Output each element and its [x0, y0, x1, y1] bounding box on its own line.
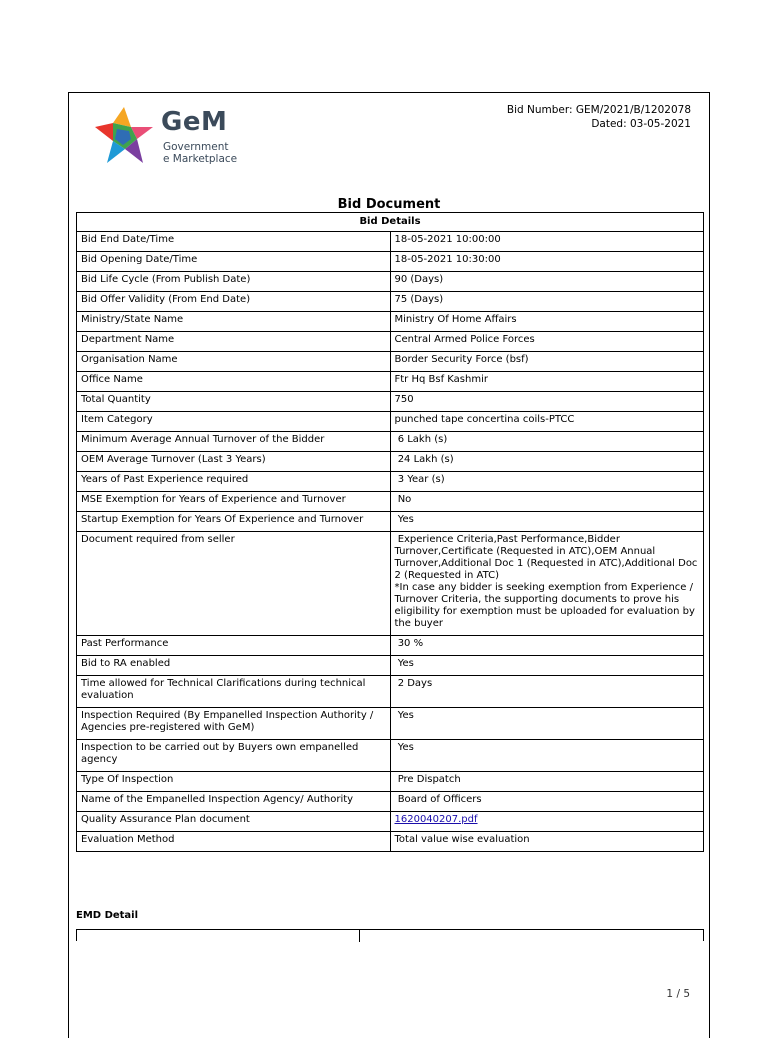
row-label: Inspection Required (By Empanelled Inspection Authority / Agencies pre-registered with GeM) [77, 708, 391, 740]
table-row [77, 772, 704, 792]
table-row [77, 708, 704, 740]
quality-plan-pdf-link[interactable]: 1620040207.pdf [394, 814, 478, 825]
row-label: Bid to RA enabled [77, 656, 391, 676]
bid-details-table [76, 212, 704, 852]
row-value: Yes [390, 708, 704, 740]
row-value: 90 (Days) [390, 272, 704, 292]
table-row [77, 332, 704, 352]
row-label: Organisation Name [77, 352, 391, 372]
logo-subtitle-marketplace: e Marketplace [163, 153, 238, 165]
row-value: 75 (Days) [390, 292, 704, 312]
document-page [68, 92, 710, 1038]
document-title: Bid Document [337, 197, 441, 212]
row-label: Document required from seller [77, 532, 391, 636]
row-value: Ministry Of Home Affairs [390, 312, 704, 332]
table-row [77, 372, 704, 392]
row-label: Name of the Empanelled Inspection Agency/ Authority [77, 792, 391, 812]
gem-star-icon [93, 105, 157, 167]
row-label: OEM Average Turnover (Last 3 Years) [77, 452, 391, 472]
emd-detail-table [76, 929, 704, 941]
row-value: 2 Days [390, 676, 704, 708]
logo-subtitle-government: Government [163, 141, 229, 153]
row-label: Minimum Average Annual Turnover of the Bidder [77, 432, 391, 452]
row-value: Pre Dispatch [390, 772, 704, 792]
table-row [77, 532, 704, 636]
bid-date: Dated: 03-05-2021 [591, 118, 691, 130]
table-row [77, 232, 704, 252]
row-value: 18-05-2021 10:00:00 [390, 232, 704, 252]
table-row [77, 512, 704, 532]
row-label: Bid Opening Date/Time [77, 252, 391, 272]
row-label: Department Name [77, 332, 391, 352]
gem-logo [93, 105, 273, 167]
table-row [77, 412, 704, 432]
bid-info [507, 103, 691, 131]
row-label: Bid Life Cycle (From Publish Date) [77, 272, 391, 292]
row-value: Board of Officers [390, 792, 704, 812]
row-value: No [390, 492, 704, 512]
row-value: Experience Criteria,Past Performance,Bidder Turnover,Certificate (Requested in ATC),OEM Annual Turnover,Additional Doc 1 (Requested in ATC),Additional Doc 2 (Requested in ATC) *In case any bidder is seeking exemption from Experience / Turnover Criteria, the supporting documents to prove his eligibility for exemption must be uploaded for evaluation by the buyer [390, 532, 704, 636]
row-value: Yes [390, 512, 704, 532]
row-value: 18-05-2021 10:30:00 [390, 252, 704, 272]
table-row [77, 312, 704, 332]
table-row [77, 352, 704, 372]
row-value: Border Security Force (bsf) [390, 352, 704, 372]
table-row [77, 472, 704, 492]
table-row [77, 292, 704, 312]
table-row [77, 792, 704, 812]
row-label: Startup Exemption for Years Of Experience and Turnover [77, 512, 391, 532]
emd-table-divider [359, 930, 360, 942]
row-value: 24 Lakh (s) [390, 452, 704, 472]
row-label: Total Quantity [77, 392, 391, 412]
row-value: Central Armed Police Forces [390, 332, 704, 352]
row-value: 6 Lakh (s) [390, 432, 704, 452]
table-row [77, 812, 704, 832]
row-label: Bid End Date/Time [77, 232, 391, 252]
row-value: Ftr Hq Bsf Kashmir [390, 372, 704, 392]
row-label: MSE Exemption for Years of Experience and Turnover [77, 492, 391, 512]
bid-details-caption: Bid Details [77, 213, 704, 232]
row-label: Ministry/State Name [77, 312, 391, 332]
row-value: 3 Year (s) [390, 472, 704, 492]
row-label: Item Category [77, 412, 391, 432]
table-row [77, 252, 704, 272]
row-label: Inspection to be carried out by Buyers own empanelled agency [77, 740, 391, 772]
page-number: 1 / 5 [666, 988, 690, 1000]
table-row [77, 676, 704, 708]
row-label: Type Of Inspection [77, 772, 391, 792]
table-row [77, 392, 704, 412]
table-row [77, 452, 704, 472]
bid-number: Bid Number: GEM/2021/B/1202078 [506, 104, 691, 116]
row-value: Total value wise evaluation [390, 832, 704, 852]
table-row [77, 636, 704, 656]
table-row [77, 740, 704, 772]
row-label: Time allowed for Technical Clarifications during technical evaluation [77, 676, 391, 708]
table-row [77, 656, 704, 676]
row-label: Bid Offer Validity (From End Date) [77, 292, 391, 312]
row-value: Yes [390, 740, 704, 772]
row-label: Past Performance [77, 636, 391, 656]
emd-detail-title: EMD Detail [76, 910, 139, 921]
row-value: 30 % [390, 636, 704, 656]
row-label: Quality Assurance Plan document [77, 812, 391, 832]
row-value: 750 [390, 392, 704, 412]
row-value: punched tape concertina coils-PTCC [390, 412, 704, 432]
table-row [77, 432, 704, 452]
logo-brand: GeM [161, 107, 228, 137]
table-row [77, 832, 704, 852]
row-label: Years of Past Experience required [77, 472, 391, 492]
table-row [77, 272, 704, 292]
row-value: Yes [390, 656, 704, 676]
row-label: Office Name [77, 372, 391, 392]
row-label: Evaluation Method [77, 832, 391, 852]
table-row [77, 492, 704, 512]
row-value [390, 812, 704, 832]
